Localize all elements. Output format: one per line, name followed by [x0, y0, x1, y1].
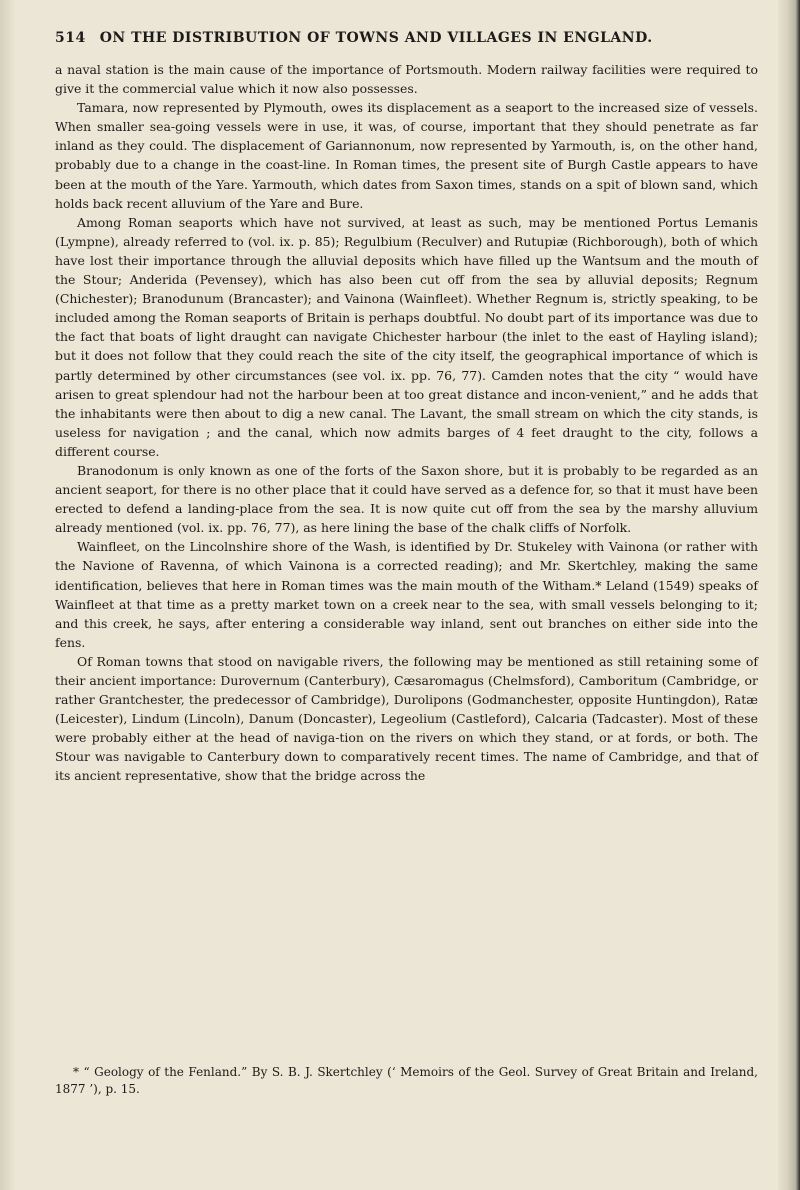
page-number: 514 [55, 30, 86, 46]
paragraph-4: Branodonum is only known as one of the forts of the Saxon shore, but it is probably to be regarded as an ancient seaport, for there is no other place that it could have served as a defence for, so that it must have been erected to defend a landing-place from the sea. It is now quite cut off from the sea by the marshy alluvium already mentioned (vol. ix. pp. 76, 77), as here lining the base of the chalk cliffs of Norfolk. [55, 462, 758, 536]
body-text [55, 60, 758, 786]
running-header [55, 30, 755, 46]
footnote [55, 1064, 758, 1098]
paragraph-2: Tamara, now represented by Plymouth, owes its displacement as a seaport to the increased size of vessels. When smaller sea-going vessels were in use, it was, of course, important that they should penetrate as far inland as they could. The displacement of Gariannonum, now represented by Yarmouth, is, on the other hand, probably due to a change in the coast-line. In Roman times, the present site of Burgh Castle appears to have been at the mouth of the Yare. Yarmouth, which dates from Saxon times, stands on a spit of blown sand, which holds back recent alluvium of the Yare and Bure. [55, 100, 758, 211]
page-left-edge [0, 0, 14, 1190]
running-title: ON THE DISTRIBUTION OF TOWNS AND VILLAGES IN ENGLAND. [99, 30, 653, 46]
paragraph-5: Wainfleet, on the Lincolnshire shore of the Wash, is identified by Dr. Stukeley with Vainona (or rather with the Navione of Ravenna, of which Vainona is a corrected reading); and Mr. Skertchley, making the same identification, believes that here in Roman times was the main mouth of the Witham.* Leland (1549) speaks of Wainfleet at that time as a pretty market town on a creek near to the sea, with small vessels belonging to it; and this creek, he says, after entering a considerable way inland, sent out branches on either side into the fens. [55, 539, 758, 650]
paragraph-1: a naval station is the main cause of the importance of Portsmouth. Modern railway facilities were required to give it the commercial value which it now also possesses. [55, 62, 758, 97]
paragraph-6: Of Roman towns that stood on navigable rivers, the following may be mentioned as still retaining some of their ancient importance: Durovernum (Canterbury), Cæsaromagus (Chelmsford), Camboritum (Cambridge, or rather Grantchester, the predecessor of Cambridge), Durolipons (Godmanchester, opposite Huntingdon), Ratæ (Leicester), Lindum (Lincoln), Danum (Doncaster), Legeolium (Castleford), Calcaria (Tadcaster). Most of these were probably either at the head of naviga-tion on the rivers on which they stand, or at fords, or both. The Stour was navigable to Canterbury down to comparatively recent times. The name of Cambridge, and that of its ancient representative, show that the bridge across the [55, 653, 758, 784]
footnote-text: * “ Geology of the Fenland.” By S. B. J. Skertchley (‘ Memoirs of the Geol. Survey of Great Britain and Ireland, 1877 ’), p. 15. [55, 1065, 758, 1096]
page-right-edge [778, 0, 800, 1190]
paragraph-3: Among Roman seaports which have not survived, at least as such, may be mentioned Portus Lemanis (Lympne), already referred to (vol. ix. p. 85); Regulbium (Reculver) and Rutupiæ (Richborough), both of which have lost their importance through the alluvial deposits which have filled up the Wantsum and the mouth of the Stour; Anderida (Pevensey), which has also been cut off from the sea by alluvial deposits; Regnum (Chichester); Branodunum (Brancaster); and Vainona (Wainfleet). Whether Regnum is, strictly speaking, to be included among the Roman seaports of Britain is perhaps doubtful. No doubt part of its importance was due to the fact that boats of light draught can navigate Chichester harbour (the inlet to the east of Hayling island); but it does not follow that they could reach the site of the city itself, the geographical importance of which is partly determined by other circumstances (see vol. ix. pp. 76, 77). Camden notes that the city “ would have arisen to great splendour had not the harbour been at too great distance and incon-venient,” and he adds that the inhabitants were then about to dig a new canal. The Lavant, the small stream on which the city stands, is useless for navigation ; and the canal, which now admits barges of 4 feet draught to the city, follows a different course. [55, 214, 758, 459]
